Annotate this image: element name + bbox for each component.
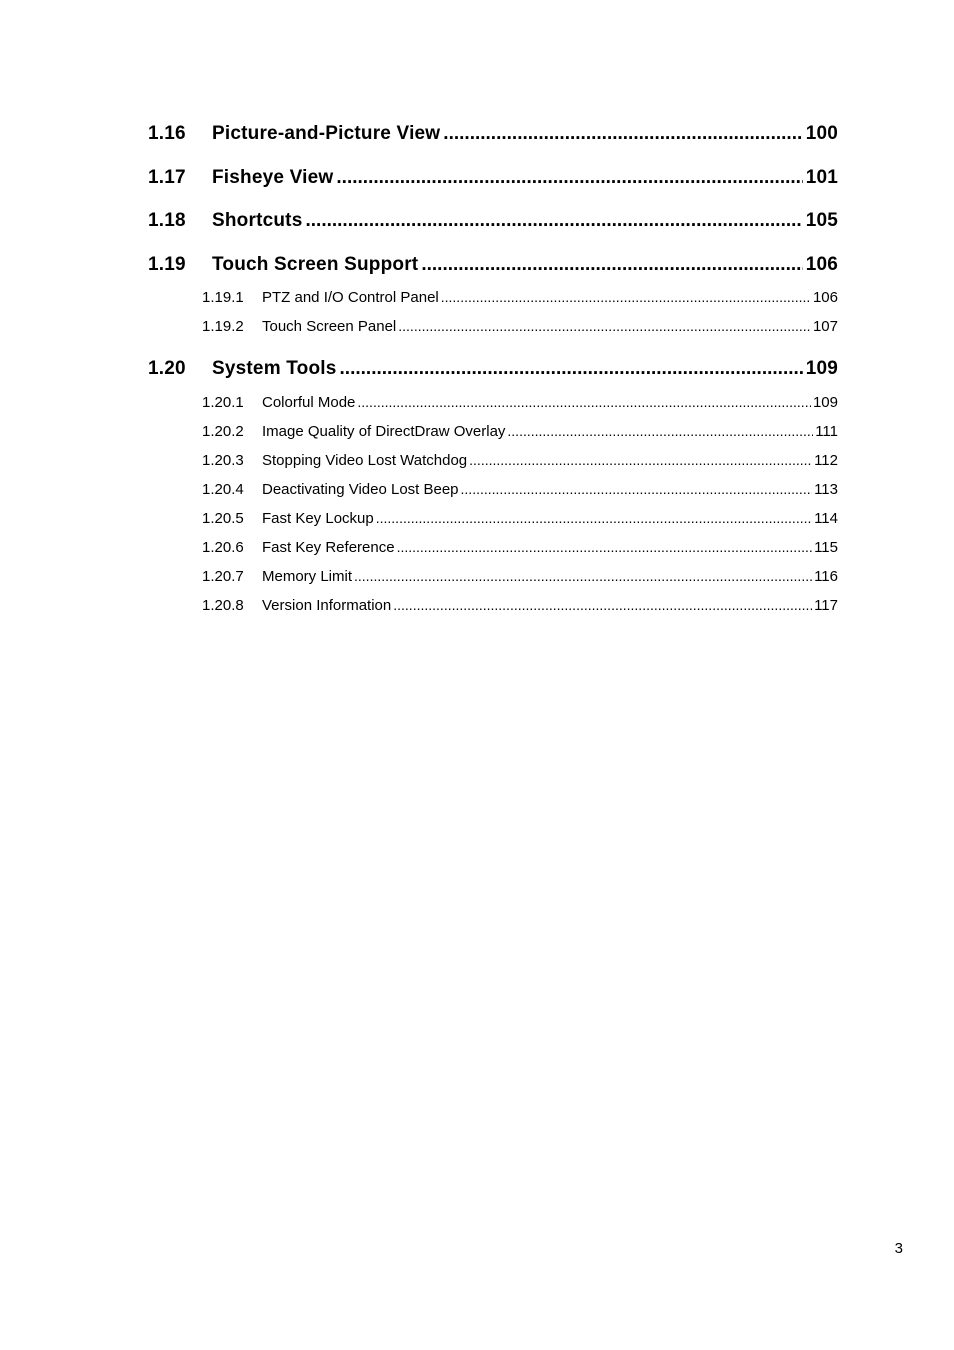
- toc-entry-page: 106: [805, 253, 838, 275]
- toc-subsection-group-1-20: [148, 394, 838, 621]
- toc-subentry-title: Version Information: [262, 596, 392, 614]
- toc-entry-title: Touch Screen Support: [212, 253, 419, 275]
- dot-leader: [507, 423, 813, 439]
- toc-subentry-page: 115: [814, 538, 838, 556]
- toc-subentry-page: 107: [812, 318, 838, 335]
- toc-subentry-1-19-2[interactable]: [202, 318, 838, 342]
- dot-leader: [461, 481, 813, 497]
- toc-entry-number: 1.17: [148, 166, 186, 188]
- toc-subentry-page: 117: [814, 596, 838, 614]
- toc-entry-page: 109: [805, 358, 838, 379]
- toc-entry-1-20[interactable]: [148, 358, 838, 388]
- dot-leader: [354, 568, 812, 584]
- toc-subentry-1-20-4[interactable]: [202, 481, 838, 505]
- toc-entry-number: 1.19: [148, 253, 186, 275]
- toc-entry-1-18[interactable]: [148, 210, 838, 240]
- dot-leader: [398, 318, 811, 334]
- toc-subentry-page: 114: [814, 509, 838, 527]
- dot-leader: [443, 123, 802, 145]
- toc-subentry-number: 1.19.2: [202, 318, 244, 335]
- toc-entry-page: 100: [805, 123, 838, 144]
- dot-leader: [469, 452, 812, 468]
- toc-subsection-group-1-19: [148, 289, 838, 342]
- toc-subentry-title: Memory Limit: [262, 567, 353, 585]
- toc-subentry-page: 113: [814, 480, 838, 498]
- toc-subentry-number: 1.20.4: [202, 480, 244, 498]
- dot-leader: [397, 539, 813, 555]
- toc-subentry-number: 1.20.6: [202, 538, 244, 556]
- toc-subentry-1-20-1[interactable]: [202, 394, 838, 418]
- toc-entry-page: 105: [805, 210, 838, 231]
- toc-subentry-number: 1.19.1: [202, 289, 244, 306]
- toc-subentry-number: 1.20.1: [202, 393, 244, 411]
- toc-entry-title: Shortcuts: [212, 210, 303, 231]
- toc-subentry-title: Deactivating Video Lost Beep: [262, 480, 459, 498]
- toc-entry-1-16[interactable]: [148, 123, 838, 153]
- page-number: 3: [894, 1240, 903, 1257]
- toc-subentry-title: Colorful Mode: [262, 393, 356, 411]
- toc-entry-title: System Tools: [212, 358, 337, 379]
- toc-subentry-page: 111: [815, 422, 838, 440]
- toc-entry-page: 101: [805, 166, 838, 188]
- toc-subentry-page: 116: [814, 567, 838, 585]
- toc-subentry-title: Image Quality of DirectDraw Overlay: [262, 422, 506, 440]
- dot-leader: [421, 254, 802, 276]
- toc-subentry-1-19-1[interactable]: [202, 289, 838, 313]
- toc-subentry-number: 1.20.2: [202, 422, 244, 440]
- dot-leader: [336, 167, 802, 189]
- dot-leader: [357, 394, 811, 410]
- toc-subentry-1-20-7[interactable]: [202, 568, 838, 592]
- toc-entry-number: 1.16: [148, 123, 186, 144]
- table-of-contents: [148, 123, 838, 637]
- toc-entry-title: Fisheye View: [212, 166, 334, 188]
- toc-subentry-title: PTZ and I/O Control Panel: [262, 289, 439, 306]
- toc-subentry-title: Touch Screen Panel: [262, 318, 397, 335]
- toc-subentry-number: 1.20.3: [202, 451, 244, 469]
- dot-leader: [305, 210, 802, 232]
- toc-subentry-1-20-2[interactable]: [202, 423, 838, 447]
- dot-leader: [376, 510, 812, 526]
- toc-entry-1-17[interactable]: [148, 167, 838, 197]
- toc-subentry-title: Stopping Video Lost Watchdog: [262, 451, 468, 469]
- dot-leader: [441, 289, 811, 305]
- toc-subentry-page: 109: [812, 393, 838, 411]
- toc-subentry-1-20-5[interactable]: [202, 510, 838, 534]
- toc-subentry-title: Fast Key Lockup: [262, 509, 374, 527]
- toc-subentry-title: Fast Key Reference: [262, 538, 395, 556]
- toc-subentry-page: 112: [814, 451, 838, 469]
- toc-entry-number: 1.20: [148, 358, 186, 379]
- toc-entry-number: 1.18: [148, 210, 186, 231]
- toc-subentry-page: 106: [812, 289, 838, 306]
- toc-subentry-1-20-6[interactable]: [202, 539, 838, 563]
- toc-subentry-1-20-3[interactable]: [202, 452, 838, 476]
- dot-leader: [393, 597, 812, 613]
- toc-entry-1-19[interactable]: [148, 254, 838, 284]
- toc-entry-title: Picture-and-Picture View: [212, 123, 441, 144]
- toc-subentry-number: 1.20.7: [202, 567, 244, 585]
- toc-subentry-number: 1.20.5: [202, 509, 244, 527]
- toc-subentry-number: 1.20.8: [202, 596, 244, 614]
- dot-leader: [340, 358, 803, 380]
- toc-subentry-1-20-8[interactable]: [202, 597, 838, 621]
